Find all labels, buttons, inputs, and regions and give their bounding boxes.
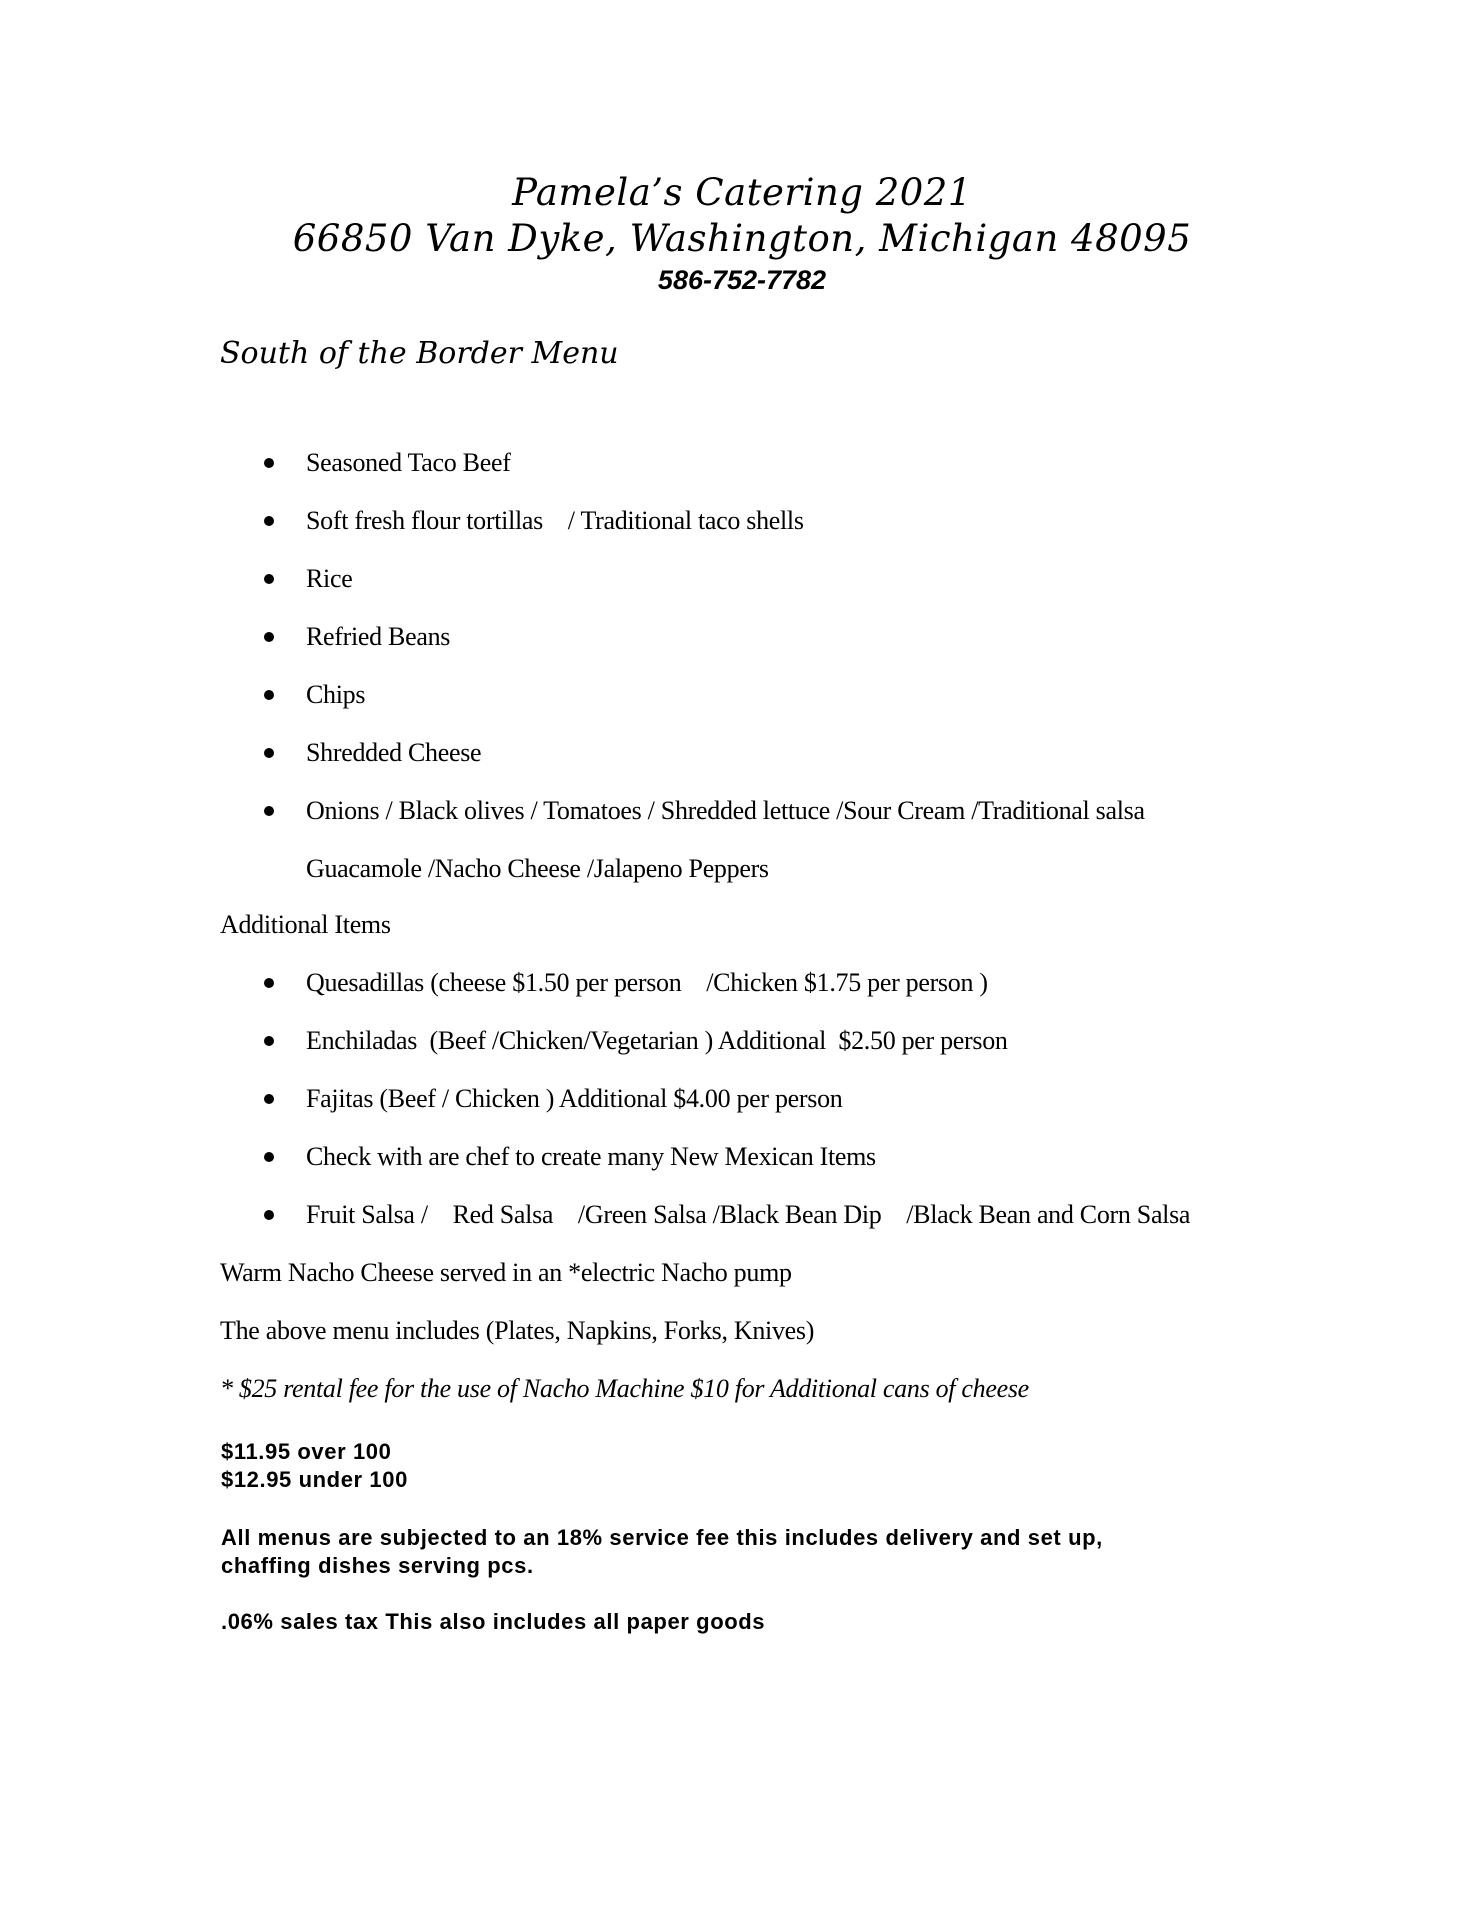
menu-item-list (262, 434, 1145, 898)
list-item (262, 608, 1145, 666)
list-item (262, 1070, 1190, 1128)
list-item (262, 434, 1145, 492)
price-over-100: $11.95 over 100 (221, 1439, 392, 1464)
bullet-icon (264, 1036, 274, 1046)
bullet-icon (264, 690, 274, 700)
bullet-icon (264, 574, 274, 584)
includes-note: The above menu includes (Plates, Napkins, Forks, Knives) (220, 1316, 815, 1345)
warm-nacho-note: Warm Nacho Cheese served in an *electric Nacho pump (220, 1258, 792, 1287)
list-item-text: Onions / Black olives / Tomatoes / Shredded lettuce /Sour Cream /Traditional salsa (306, 796, 1145, 825)
list-item (262, 724, 1145, 782)
list-item (262, 550, 1145, 608)
list-item (262, 666, 1145, 724)
list-item-text: Chips (306, 680, 366, 709)
bullet-icon (264, 1210, 274, 1220)
list-item (262, 1128, 1190, 1186)
bullet-icon (264, 632, 274, 642)
business-address: 66850 Van Dyke, Washington, Michigan 48095 (292, 217, 1192, 260)
header (0, 170, 1484, 298)
list-item (262, 1186, 1190, 1244)
additional-items-heading: Additional Items (220, 910, 391, 939)
sales-tax-note: .06% sales tax This also includes all paper goods (221, 1609, 766, 1634)
list-item (262, 782, 1145, 840)
bullet-icon (264, 806, 274, 816)
list-item-text: Fruit Salsa / Red Salsa /Green Salsa /Black Bean Dip /Black Bean and Corn Salsa (306, 1200, 1191, 1229)
list-item (262, 1012, 1190, 1070)
rental-fee-note: * $25 rental fee for the use of Nacho Machine $10 for Additional cans of cheese (220, 1374, 1029, 1403)
list-item (262, 954, 1190, 1012)
bullet-icon (264, 1094, 274, 1104)
list-item-text: Quesadillas (cheese $1.50 per person /Chicken $1.75 per person ) (306, 968, 988, 997)
bullet-icon (264, 458, 274, 468)
list-item-text: Refried Beans (306, 622, 451, 651)
bullet-icon (264, 748, 274, 758)
list-item-text: Seasoned Taco Beef (306, 448, 511, 477)
list-item-text: Fajitas (Beef / Chicken ) Additional $4.00 per person (306, 1084, 843, 1113)
bullet-icon (264, 1152, 274, 1162)
bullet-icon (264, 516, 274, 526)
list-item-text: Soft fresh flour tortillas / Traditional taco shells (306, 506, 804, 535)
bullet-icon (264, 978, 274, 988)
price-under-100: $12.95 under 100 (221, 1467, 408, 1492)
list-item-text: Guacamole /Nacho Cheese /Jalapeno Peppers (306, 854, 769, 883)
service-fee-line-1: All menus are subjected to an 18% service fee this includes delivery and set up, (221, 1525, 1103, 1550)
list-item-text: Check with are chef to create many New Mexican Items (306, 1142, 876, 1171)
service-fee-line-2: chaffing dishes serving pcs. (221, 1553, 534, 1578)
additional-item-list (262, 954, 1190, 1244)
business-phone: 586-752-7782 (657, 265, 827, 295)
list-item (262, 492, 1145, 550)
business-title: Pamela’s Catering 2021 (512, 171, 972, 214)
menu-title: South of the Border Menu (220, 336, 619, 371)
list-item-text: Enchiladas (Beef /Chicken/Vegetarian ) Additional $2.50 per person (306, 1026, 1008, 1055)
list-item-text: Shredded Cheese (306, 738, 482, 767)
list-item-continuation (262, 840, 1145, 898)
list-item-text: Rice (306, 564, 353, 593)
